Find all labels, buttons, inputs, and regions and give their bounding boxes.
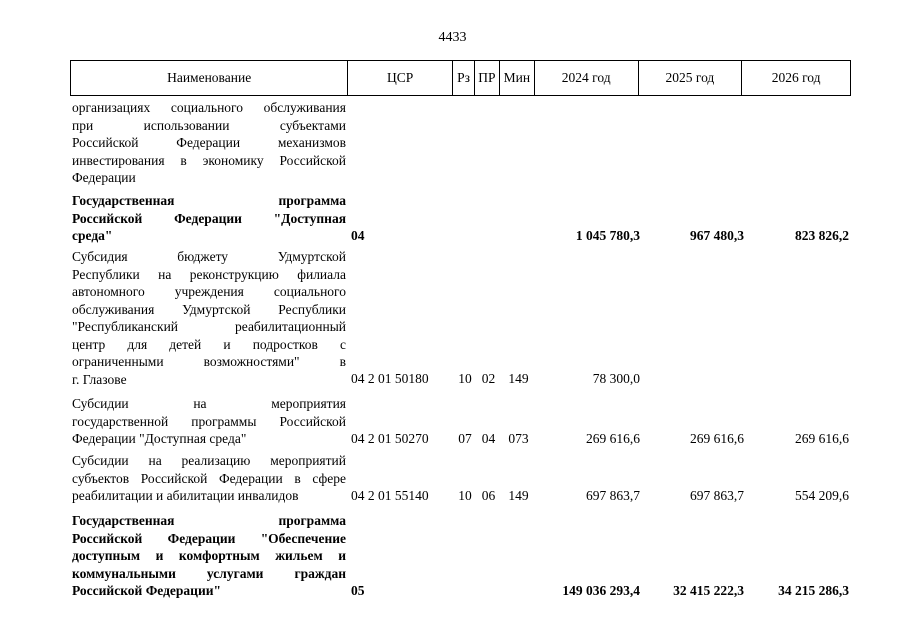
row-2024: 1 045 780,3 — [575, 228, 640, 243]
row-2026: 34 215 286,3 — [778, 583, 849, 598]
row-2026: 823 826,2 — [795, 228, 849, 243]
row-name: Государственная программа Российской Федерации "Обеспечение доступным и комфортным жильем и коммунальными услугами граждан Российской Федерации" — [72, 513, 346, 598]
header-2026: 2026 год — [771, 70, 821, 85]
row-name: организациях социального обслуживания при использовании субъектами Российской Федерации механизмов инвестирования в экономику Российской Федерации — [72, 100, 346, 185]
row-csr: 04 2 01 50180 — [351, 371, 429, 386]
row-2025: 967 480,3 — [690, 228, 744, 243]
header-2024: 2024 год — [535, 61, 639, 95]
row-2024: 149 036 293,4 — [562, 583, 640, 598]
row-csr: 05 — [351, 583, 365, 598]
row-2025: 269 616,6 — [690, 431, 744, 446]
row-min: 149 — [508, 371, 529, 386]
row-2024: 269 616,6 — [586, 431, 640, 446]
header-name: Наименование — [71, 61, 348, 95]
row-pr: 06 — [481, 488, 496, 503]
row-2025: 32 415 222,3 — [673, 583, 744, 598]
row-min: 149 — [508, 488, 529, 503]
row-min: 073 — [508, 431, 529, 446]
row-name: Субсидии на мероприятия государственной программы Российской Федерации "Доступная среда" — [72, 396, 346, 446]
header-rz: Рз — [453, 61, 475, 95]
page-number: 4433 — [438, 30, 467, 45]
row-csr: 04 2 01 55140 — [351, 488, 429, 503]
header-min: Мин — [500, 61, 535, 95]
row-name: Государственная программа Российской Федерации "Доступная среда" — [72, 193, 346, 243]
row-name: Субсидия бюджету Удмуртской Республики на реконструкцию филиала автономного учреждения социального обслуживания Удмуртской Республики "Республиканский реабилитационный центр для детей и подростков с ограниченными возможностями" в г. Глазове — [72, 249, 346, 387]
row-rz: 07 — [458, 431, 472, 446]
row-csr: 04 — [351, 228, 365, 243]
row-2026: 554 209,6 — [795, 488, 849, 503]
row-rz: 10 — [458, 371, 472, 386]
row-rz: 10 — [458, 488, 472, 503]
header-2025: 2025 год — [639, 61, 743, 95]
row-2026: 269 616,6 — [795, 431, 849, 446]
table-header — [70, 60, 851, 96]
row-name: Субсидии на реализацию мероприятий субъектов Российской Федерации в сфере реабилитации и абилитации инвалидов — [72, 453, 346, 503]
row-2025: 697 863,7 — [690, 488, 744, 503]
row-pr: 04 — [481, 431, 496, 446]
row-2024: 697 863,7 — [586, 488, 640, 503]
row-csr: 04 2 01 50270 — [351, 431, 429, 446]
row-pr: 02 — [481, 371, 496, 386]
header-csr: ЦСР — [348, 61, 453, 95]
header-pr: ПР — [475, 61, 500, 95]
row-2024: 78 300,0 — [592, 371, 640, 386]
